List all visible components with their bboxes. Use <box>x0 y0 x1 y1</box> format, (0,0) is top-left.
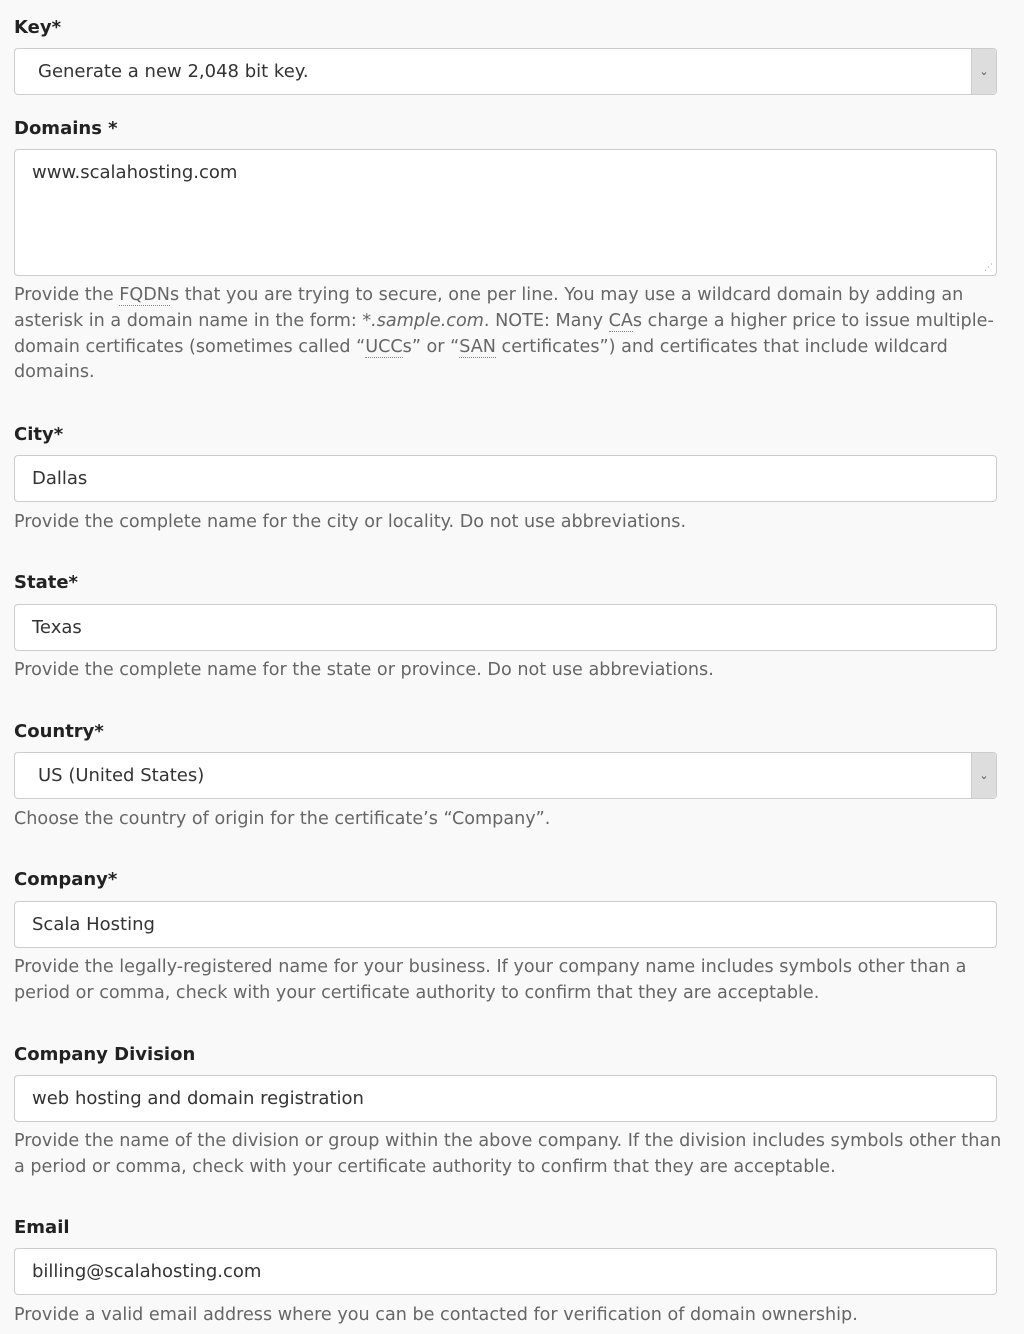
help-text: s that you are trying to secure, one per line. You may use a wildcard domain by adding an asterisk in a domain name in the form: <box>14 285 964 331</box>
country-select[interactable] <box>14 752 997 799</box>
city-help: Provide the complete name for the city or locality. Do not use abbreviations. <box>14 512 687 532</box>
abbr-ucc: UCC <box>365 336 403 357</box>
country-value: US (United States) <box>38 765 205 786</box>
domains-textarea[interactable] <box>14 149 997 276</box>
division-input[interactable] <box>14 1075 997 1122</box>
state-field <box>14 572 997 680</box>
help-text: Provide the <box>14 285 120 305</box>
company-help: Provide the legally-registered name for your business. If your company name includes symbols other than a period or comma, check with your certificate authority to confirm that they are acceptable. <box>14 957 967 1003</box>
state-label: State* <box>14 572 78 593</box>
email-label: Email <box>14 1217 70 1238</box>
email-field <box>14 1217 997 1325</box>
city-label: City* <box>14 424 64 445</box>
division-help: Provide the name of the division or group within the above company. If the division includes symbols other than a period or comma, check with your certificate authority to confirm that they are acceptable. <box>14 1131 1002 1177</box>
division-value: web hosting and domain registration <box>32 1088 364 1109</box>
city-field <box>14 424 997 532</box>
key-select[interactable] <box>14 48 997 95</box>
country-help: Choose the country of origin for the certificate’s “Company”. <box>14 809 551 829</box>
help-text: s charge a higher price to issue multiple-domain certificates (sometimes called “ <box>14 310 994 357</box>
state-value: Texas <box>32 617 82 638</box>
abbr-san: SAN <box>459 336 496 357</box>
abbr-fqdn: FQDN <box>119 285 170 305</box>
email-help: Provide a valid email address where you can be contacted for verification of domain ownership. <box>14 1305 858 1325</box>
domains-label: Domains * <box>14 118 118 139</box>
city-input[interactable] <box>14 455 997 502</box>
country-field <box>14 721 997 829</box>
state-input[interactable] <box>14 604 997 651</box>
domains-value: www.scalahosting.com <box>32 162 238 183</box>
company-value: Scala Hosting <box>32 914 155 935</box>
domains-field <box>14 118 997 383</box>
city-value: Dallas <box>32 468 88 489</box>
abbr-ca: CA <box>608 310 633 331</box>
email-value: billing@scalahosting.com <box>32 1261 262 1282</box>
help-text: s” or “ <box>402 336 460 357</box>
division-field <box>14 1044 1002 1177</box>
company-label: Company* <box>14 869 118 890</box>
email-input[interactable] <box>14 1248 997 1295</box>
help-text: certificates”) and certificates that include wildcard domains. <box>14 336 948 383</box>
example-domain: *.sample.com <box>362 310 484 331</box>
chevron-down-icon[interactable]: ⌄ <box>971 49 996 94</box>
key-label: Key* <box>14 17 61 38</box>
resize-handle-icon[interactable]: ⋰ <box>984 263 993 273</box>
chevron-down-icon[interactable]: ⌄ <box>971 753 996 798</box>
company-input[interactable] <box>14 901 997 948</box>
key-field <box>14 17 997 82</box>
company-field <box>14 869 997 1003</box>
key-value: Generate a new 2,048 bit key. <box>38 61 309 82</box>
state-help: Provide the complete name for the state or province. Do not use abbreviations. <box>14 660 714 680</box>
domains-help <box>14 283 1004 386</box>
country-label: Country* <box>14 721 104 742</box>
division-label: Company Division <box>14 1044 196 1065</box>
help-text: . NOTE: Many <box>483 310 609 331</box>
